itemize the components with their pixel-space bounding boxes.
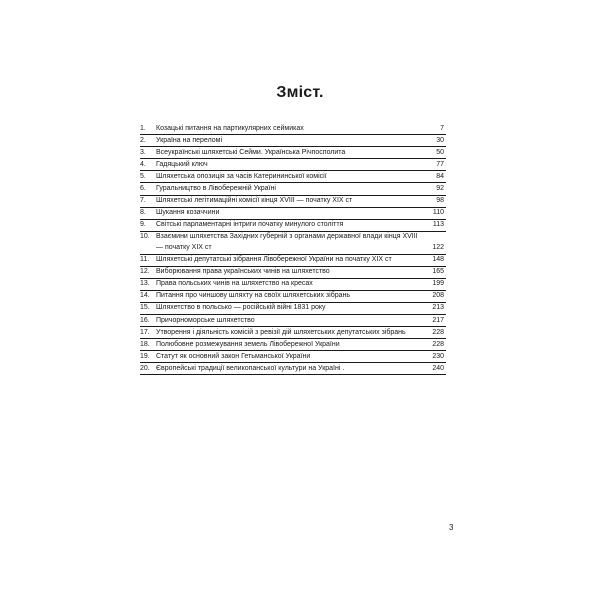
toc-entry-number: 19. <box>140 352 150 360</box>
toc-entry <box>140 232 446 255</box>
toc-entry <box>140 267 446 279</box>
toc-entry <box>140 196 446 208</box>
toc-entry-number: 14. <box>140 292 150 300</box>
toc-entry-title: Полюбовне розмежування земель Лівобережної України <box>156 340 340 348</box>
toc-entry-number: 16. <box>140 316 150 324</box>
toc-entry-number: 13. <box>140 280 150 288</box>
toc-entry-number: 6. <box>140 184 146 192</box>
toc-entry-number: 1. <box>140 124 146 132</box>
toc-entry-title: Козацькі питання на партикулярних сеймиках <box>156 124 304 132</box>
toc-entry-number: 2. <box>140 136 146 144</box>
toc-entry-number: 10. <box>140 233 150 241</box>
toc-entry <box>140 303 446 315</box>
toc-entry-title: Шляхетська опозиція за часів Катерининської комісії <box>156 172 327 180</box>
toc-entry <box>140 220 446 232</box>
toc-entry-title: Європейські традиції великопанської культури на Україні . <box>156 364 345 372</box>
toc-entry-page: 50 <box>436 148 444 156</box>
toc-entry-number: 15. <box>140 304 150 312</box>
toc-entry-title: Шляхетські депутатські зібрання Лівобережної України на початку XIX ст <box>156 256 392 264</box>
toc-entry-page: 148 <box>432 256 444 264</box>
toc-entry-title: Причорноморське шляхетство <box>156 316 255 324</box>
toc-entry <box>140 171 446 183</box>
toc-entry-title: Світські парламентарні інтриги початку минулого століття <box>156 221 344 229</box>
toc-entry-number: 20. <box>140 364 150 372</box>
toc-entry <box>140 327 446 339</box>
toc-entry-page: 110 <box>432 209 444 217</box>
toc-entry-page: 217 <box>432 316 444 324</box>
toc-entry-title: Гуральництво в Лівобережній Україні <box>156 184 276 192</box>
toc-entry-page: 213 <box>432 304 444 312</box>
table-of-contents <box>140 123 446 375</box>
toc-entry-page: 240 <box>432 364 444 372</box>
toc-entry <box>140 363 446 375</box>
toc-entry-number: 4. <box>140 160 146 168</box>
toc-entry-page: 77 <box>436 160 444 168</box>
page-number: 3 <box>449 523 454 532</box>
toc-entry-page: 228 <box>432 328 444 336</box>
toc-entry <box>140 208 446 220</box>
toc-entry <box>140 351 446 363</box>
toc-entry-page: 30 <box>436 136 444 144</box>
toc-entry-title: Утворення і діяльність комісій з ревізії дій шляхетських депутатських зібрань <box>156 328 406 336</box>
toc-entry-page: 122 <box>432 243 444 251</box>
toc-entry-number: 11. <box>140 256 150 264</box>
toc-entry <box>140 279 446 291</box>
toc-entry-title: Права польських чинів на шляхетство на кресах <box>156 280 313 288</box>
toc-entry-number: 3. <box>140 148 146 156</box>
toc-entry-page: 228 <box>432 340 444 348</box>
toc-entry-number: 5. <box>140 172 146 180</box>
toc-entry-number: 18. <box>140 340 150 348</box>
toc-entry-title: Взаємини шляхетства Західних губерній з органами державної влади кінця XVIII — початку XIX ст <box>156 233 418 251</box>
toc-entry <box>140 159 446 171</box>
toc-entry <box>140 135 446 147</box>
toc-entry-title: Всеукраїнські шляхетські Сейми. Українська Річпосполита <box>156 148 346 156</box>
toc-entry-page: 92 <box>436 184 444 192</box>
toc-entry-page: 208 <box>432 292 444 300</box>
toc-entry-number: 9. <box>140 221 146 229</box>
toc-entry-page: 113 <box>432 221 444 229</box>
toc-entry-title: Шукання козаччини <box>156 209 220 217</box>
toc-entry <box>140 183 446 195</box>
toc-entry-title: Виборювання права українських чинів на шляхетство <box>156 268 330 276</box>
toc-entry-number: 8. <box>140 209 146 217</box>
toc-entry <box>140 291 446 303</box>
toc-entry-title: Питання про чиншову шляхту на своїх шляхетських зібрань <box>156 292 350 300</box>
toc-entry-number: 7. <box>140 197 146 205</box>
toc-entry-page: 199 <box>432 280 444 288</box>
toc-entry-title: Статут як основний закон Гетьманської України <box>156 352 311 360</box>
toc-entry-page: 165 <box>432 268 444 276</box>
toc-entry-title: Україна на переломі <box>156 136 222 144</box>
toc-entry-page: 98 <box>436 197 444 205</box>
toc-entry-title: Шляхетство в польсько — російській війні 1831 року <box>156 304 326 312</box>
toc-entry <box>140 255 446 267</box>
toc-entry-number: 17. <box>140 328 150 336</box>
toc-entry-page: 84 <box>436 172 444 180</box>
toc-entry-page: 230 <box>432 352 444 360</box>
toc-entry <box>140 123 446 135</box>
toc-entry-number: 12. <box>140 268 150 276</box>
toc-entry <box>140 315 446 327</box>
toc-entry-title: Гадяцький ключ <box>156 160 208 168</box>
toc-entry <box>140 147 446 159</box>
toc-entry-title: Шляхетські легітимаційні комісії кінця XVIII — початку XIX ст <box>156 197 353 205</box>
toc-entry-page: 7 <box>440 124 444 132</box>
page-title: Зміст. <box>276 84 324 101</box>
toc-entry <box>140 339 446 351</box>
